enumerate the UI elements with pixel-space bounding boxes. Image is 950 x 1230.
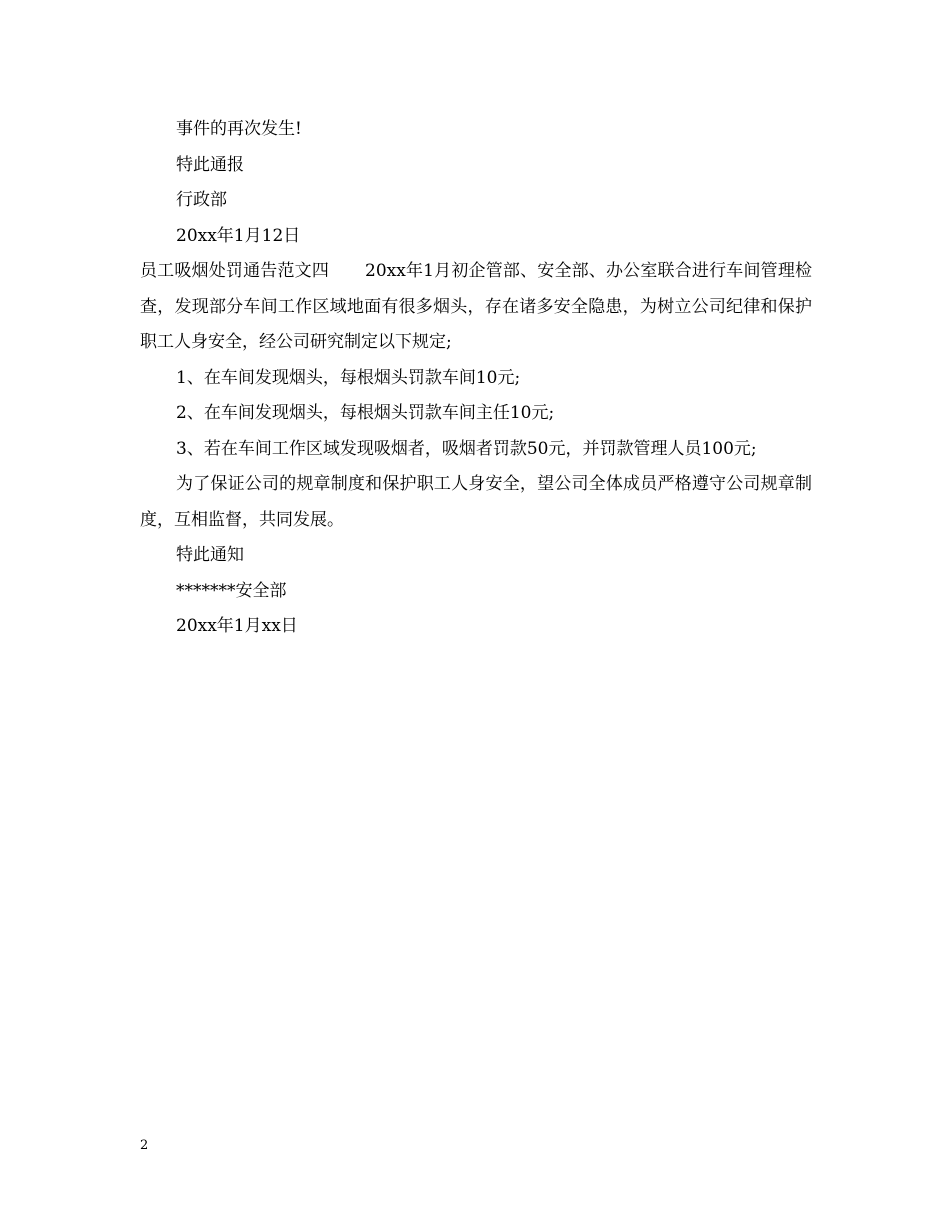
closing-paragraph: 为了保证公司的规章制度和保护职工人身安全，望公司全体成员严格遵守公司规章制度，互相监督，共同发展。 <box>140 474 812 530</box>
section-title: 员工吸烟处罚通告范文四 <box>140 261 330 281</box>
rule-item: 1、在车间发现烟头，每根烟头罚款车间10元; <box>176 367 521 388</box>
text-line: 特此通报 <box>176 154 244 175</box>
text-line: 行政部 <box>176 190 227 210</box>
rule-item: 2、在车间发现烟头，每根烟头罚款车间主任10元; <box>176 403 555 423</box>
page-number: 2 <box>140 1138 149 1153</box>
text-line: 事件的再次发生! <box>176 119 302 139</box>
text-line: 特此通知 <box>176 545 244 565</box>
section-paragraph <box>140 254 812 361</box>
rule-item: 3、若在车间工作区域发现吸烟者，吸烟者罚款50元，并罚款管理人员100元; <box>176 438 757 459</box>
document-body <box>140 112 812 645</box>
section-intro: 20xx年1月初企管部、安全部、办公室联合进行车间管理检查，发现部分车间工作区域地面有很多烟头，存在诸多安全隐患，为树立公司纪律和保护职工人身安全，经公司研究制定以下规定; <box>140 261 813 352</box>
signature-line: *******安全部 <box>176 580 287 601</box>
date-line: 20xx年1月12日 <box>176 225 301 246</box>
date-line: 20xx年1月xx日 <box>176 616 298 636</box>
